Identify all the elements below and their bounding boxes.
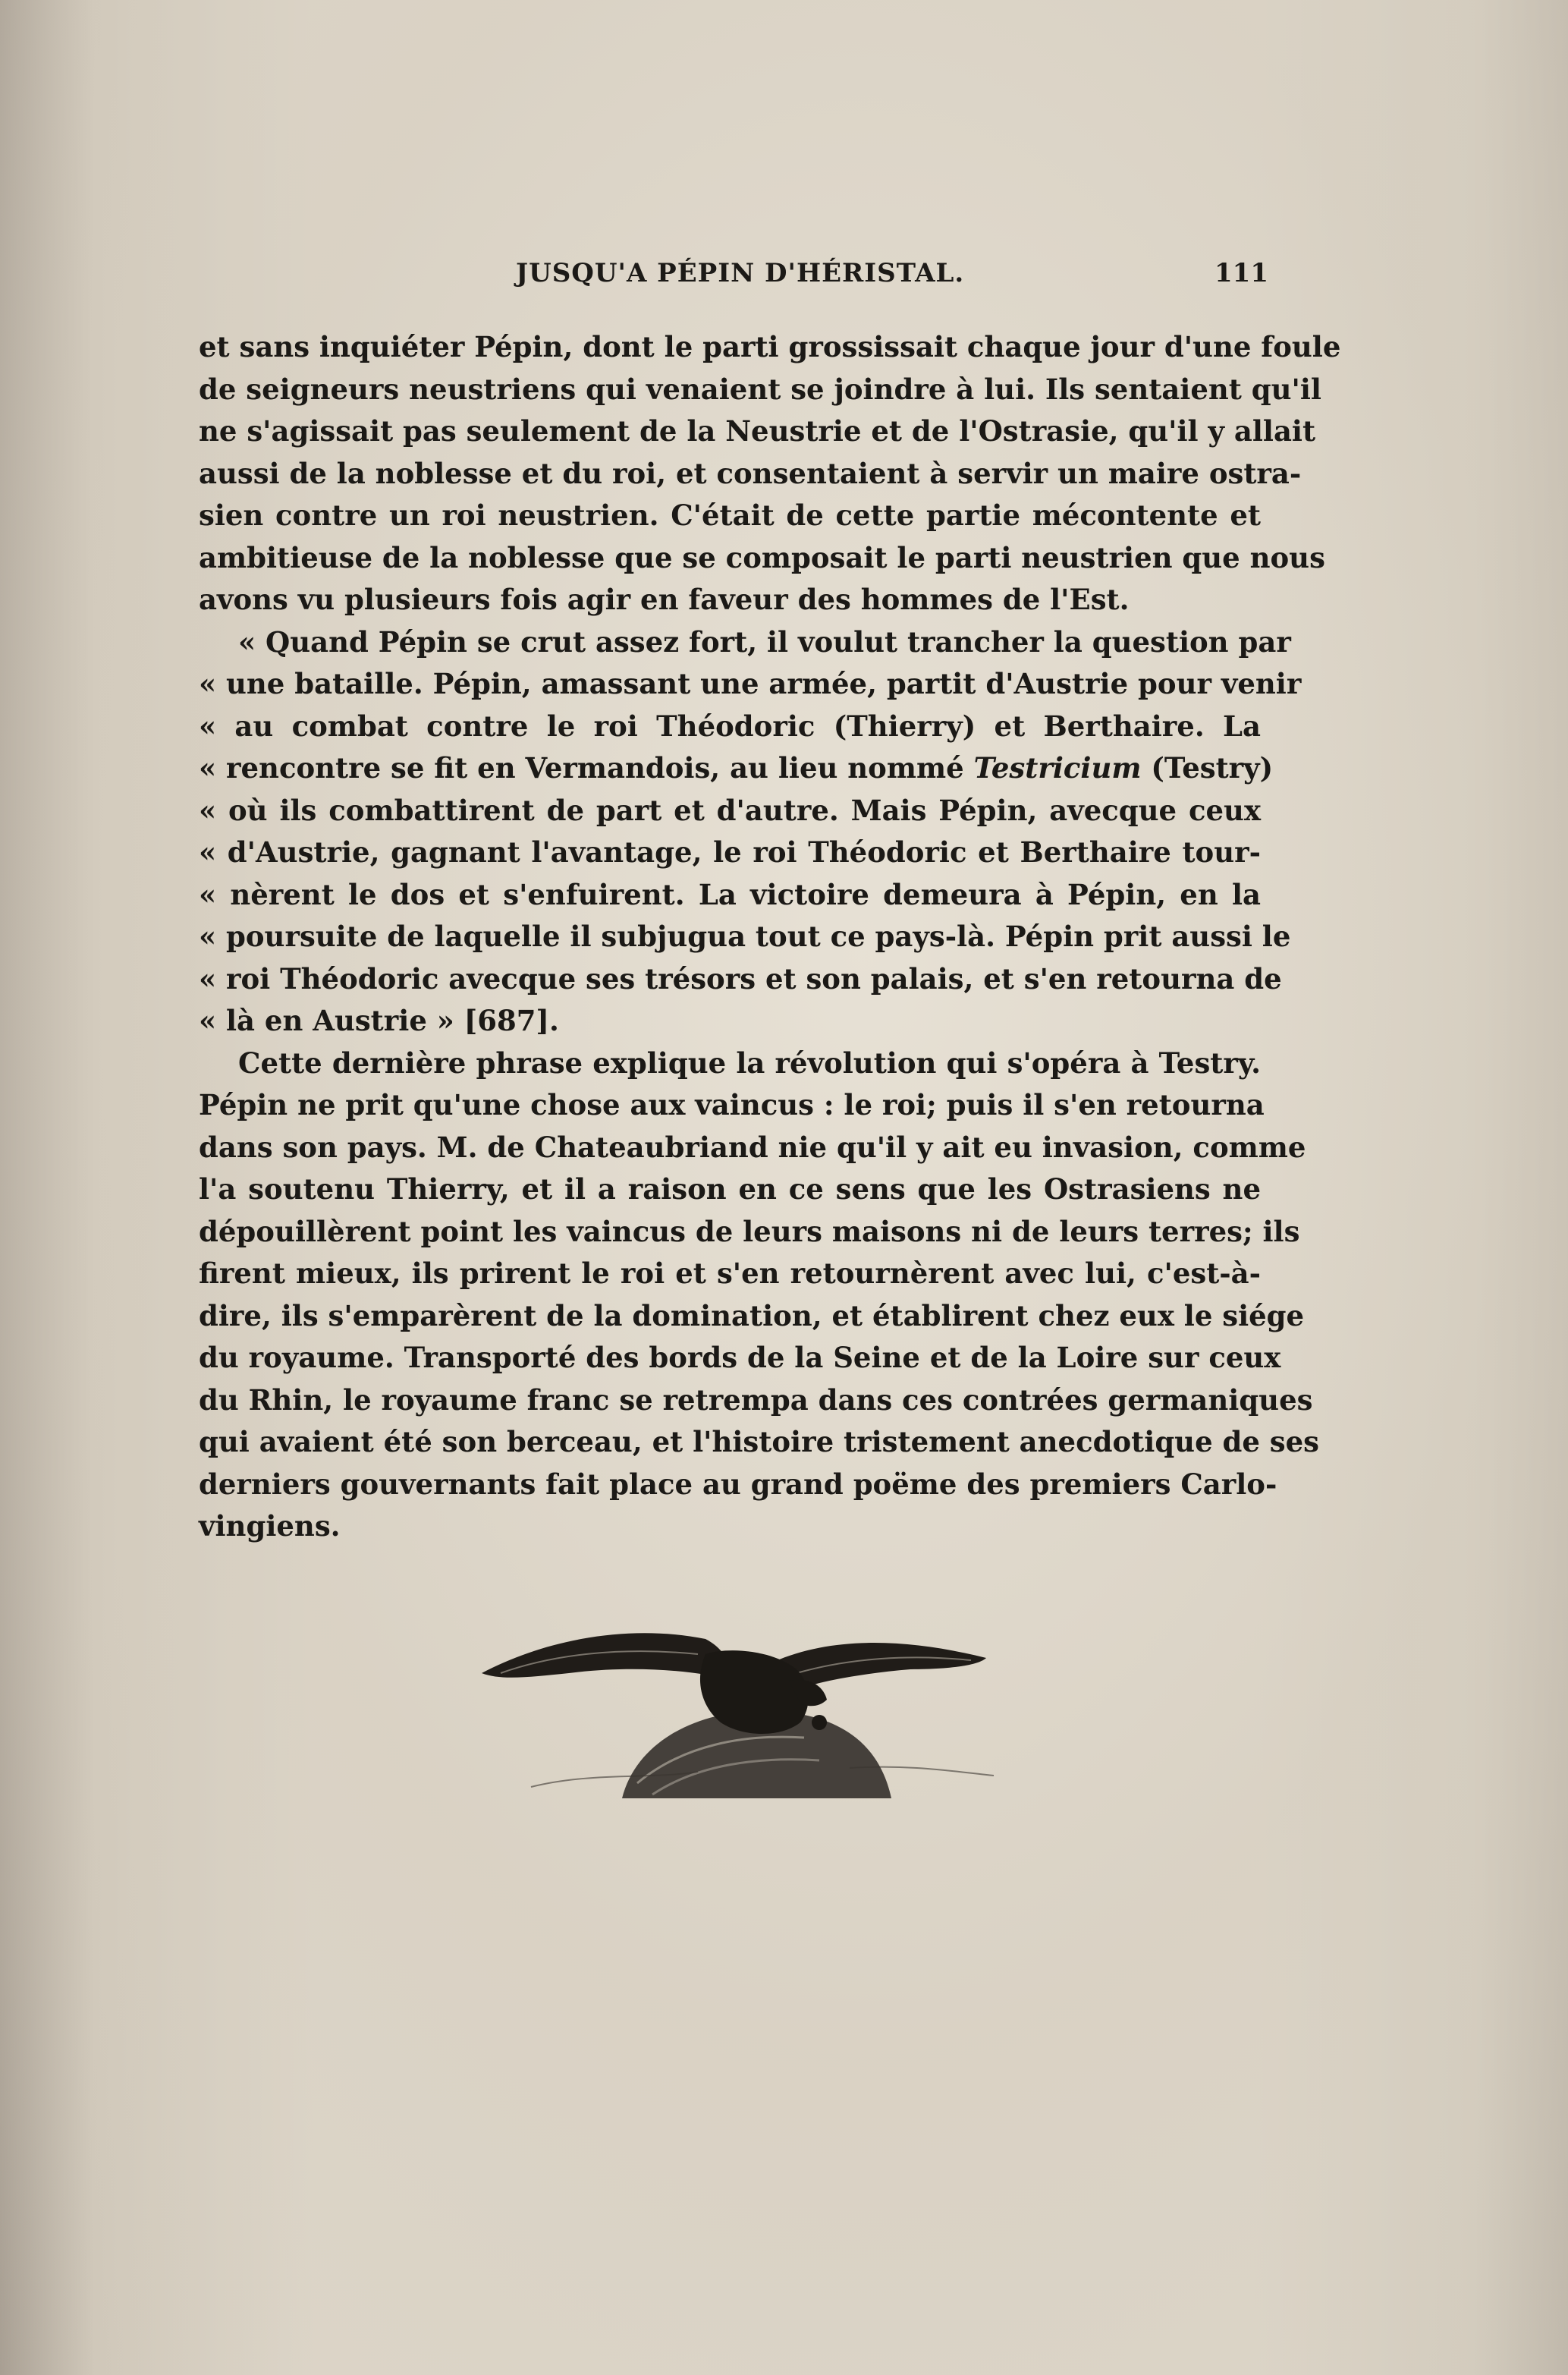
text-line-with-italic [199,747,1274,790]
text-line: ambitieuse de la noblesse que se composait le parti neustrien que nous [199,540,1325,574]
running-title: JUSQU'A PÉPIN D'HÉRISTAL. [516,258,965,288]
text-line: l'a soutenu Thierry, et il a raison en ce sens que les Ostrasiens ne [199,1172,1261,1206]
text-line: vingiens. [199,1509,341,1543]
left-wing-shape [482,1633,736,1681]
text-line: du Rhin, le royaume franc se retrempa dans ces contrées germaniques [199,1383,1313,1417]
text-line: « poursuite de laquelle il subjugua tout ce pays-là. Pépin prit aussi le [199,920,1291,953]
text-line: et sans inquiéter Pépin, dont le parti grossissait chaque jour d'une foule [199,330,1341,363]
text-line: Pépin ne prit qu'une chose aux vaincus : le roi; puis il s'en retourna [199,1088,1265,1121]
text-fragment: « rencontre se fit en Vermandois, au lieu nommé [199,751,964,785]
running-head [197,258,1274,296]
text-line: « au combat contre le roi Théodoric (Thierry) et Berthaire. La [199,709,1261,743]
text-line: dépouillèrent point les vaincus de leurs maisons ni de leurs terres; ils [199,1214,1300,1248]
page-number: 111 [1214,258,1268,288]
paragraph-3 [199,1043,1320,1548]
text-line: qui avaient été son berceau, et l'histoire tristement anecdotique de ses [199,1425,1320,1458]
text-line: derniers gouvernants fait place au grand poëme des premiers Carlo- [199,1467,1277,1501]
text-line: « où ils combattirent de part et d'autre. Mais Pépin, avecque ceux [199,793,1261,827]
paragraph-2 [199,621,1302,1043]
text-line: dans son pays. M. de Chateaubriand nie qu'il y ait eu invasion, comme [199,1130,1306,1164]
text-line: « roi Théodoric avecque ses trésors et son palais, et s'en retourna de [199,961,1282,996]
eagle-vignette-icon [455,1609,1017,1798]
text-line: ne s'agissait pas seulement de la Neustrie et de l'Ostrasie, qu'il y allait [199,414,1316,448]
text-line: sien contre un roi neustrien. C'était de cette partie mécontente et [199,499,1261,532]
body-text [199,326,1341,1548]
text-line: avons vu plusieurs fois agir en faveur des hommes de l'Est. [199,583,1130,616]
text-line: « là en Austrie » [687]. [199,1004,559,1037]
text-line: de seigneurs neustriens qui venaient se joindre à lui. Ils sentaient qu'il [199,372,1321,406]
text-line: « nèrent le dos et s'enfuirent. La victoire demeura à Pépin, en la [199,877,1261,911]
italic-term: Testricium [973,751,1142,785]
paragraph-1 [199,326,1341,621]
text-line: dire, ils s'emparèrent de la domination, et établirent chez eux le siége [199,1298,1305,1332]
text-line: du royaume. Transporté des bords de la Seine et de la Loire sur ceux [199,1341,1281,1374]
text-fragment: (Testry) [1151,751,1274,785]
text-line: Cette dernière phrase explique la révolution qui s'opéra à Testry. [238,1046,1261,1080]
text-line: « une bataille. Pépin, amassant une armée, partit d'Austrie pour venir [199,667,1302,700]
text-line: « Quand Pépin se crut assez fort, il voulut trancher la question par [238,624,1291,659]
text-line: aussi de la noblesse et du roi, et consentaient à servir un maire ostra- [199,456,1302,490]
text-line: firent mieux, ils prirent le roi et s'en retournèrent avec lui, c'est-à- [199,1257,1261,1290]
text-line: « d'Austrie, gagnant l'avantage, le roi Théodoric et Berthaire tour- [199,835,1261,869]
